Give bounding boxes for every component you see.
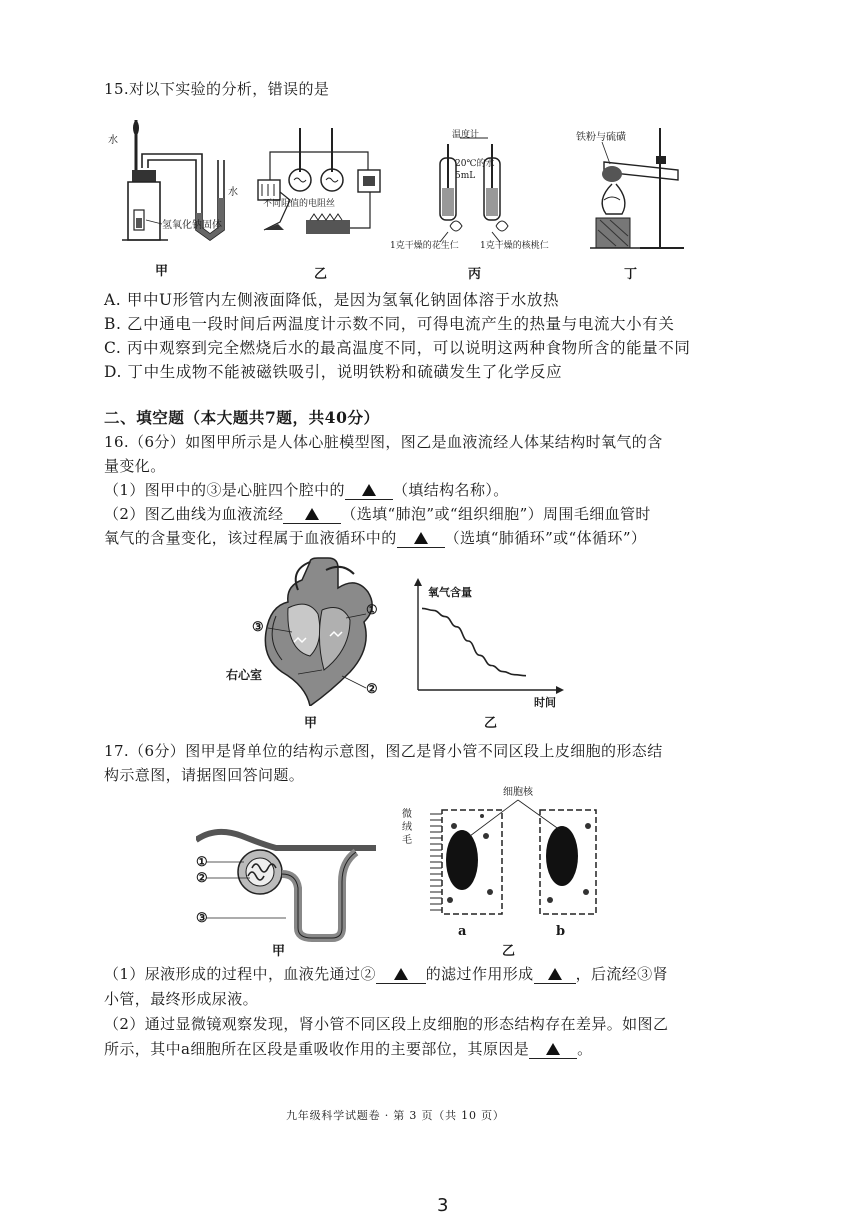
fig-bing-left-label: 1克干燥的花生仁 — [390, 241, 459, 251]
fig-bing-right-label: 1克干燥的核桃仁 — [480, 241, 549, 251]
q17-part2-text-a: 所示，其中a细胞所在区段是重吸收作用的主要部位，其原因是 — [104, 1040, 530, 1058]
nephron-label-2: ② — [196, 871, 208, 886]
heart-caption: 甲 — [304, 716, 318, 731]
heart-label-2: ② — [366, 682, 378, 697]
q16-part2-line2-text-a: 氧气的含量变化，该过程属于血液循环中的 — [104, 529, 397, 547]
q17-part1-text-c: ，后流经③肾 — [575, 965, 668, 983]
q17-part1-text-a: （1）尿液形成的过程中，血液先通过② — [104, 965, 376, 983]
chart-y-axis-arrow — [414, 578, 422, 586]
q17-part1 — [104, 963, 668, 984]
q16-part2-line2-text-b: （选填“肺循环”或“体循环”） — [444, 529, 647, 547]
fig-jia-solid-label: 氢氧化钠固体 — [162, 220, 222, 231]
cells-caption: 乙 — [502, 944, 516, 959]
q16-part1-text-b: （填结构名称）。 — [392, 481, 509, 499]
q16-part1-blank[interactable] — [345, 481, 393, 500]
nephron-label-1: ① — [196, 855, 208, 870]
page-number: 3 — [437, 1195, 449, 1216]
q17-part2-line1: （2）通过显微镜观察发现，肾小管不同区段上皮细胞的形态结构存在差异。如图乙 — [104, 1015, 669, 1033]
chart-x-label: 时间 — [534, 696, 556, 709]
q15-option-c: C. 丙中观察到完全燃烧后水的最高温度不同，可以说明这两种食物所含的能量不同 — [104, 339, 691, 357]
q16-part2-line2 — [104, 527, 646, 548]
q16-part2-blank1[interactable] — [283, 505, 341, 524]
section2-title: 二、填空题（本大题共7题，共40分） — [104, 408, 380, 427]
fig-jia-water-left: 水 — [108, 135, 118, 146]
chart-caption: 乙 — [484, 716, 498, 731]
fig-bing-food-burning — [400, 130, 540, 250]
answer-triangle-icon — [546, 1043, 560, 1055]
cell-microvilli-label: 微绒毛 — [402, 809, 412, 846]
answer-triangle-icon — [414, 532, 428, 544]
q17-stem-line1: 17.（6分）图甲是肾单位的结构示意图，图乙是肾小管不同区段上皮细胞的形态结 — [104, 742, 663, 760]
q17-stem-line2: 构示意图，请据图回答问题。 — [104, 766, 305, 784]
fig-bing-water-label: 20℃的水5mL — [455, 159, 495, 181]
fig-yi-caption: 乙 — [314, 267, 328, 282]
q17-part1-line2: 小管，最终形成尿液。 — [104, 990, 259, 1008]
chart-points-group — [422, 608, 526, 675]
fig-jia-water-right: 水 — [228, 187, 238, 198]
q16-part2-blank2[interactable] — [397, 529, 445, 548]
fig-jia-caption: 甲 — [155, 264, 169, 279]
q16-part1-text-a: （1）图甲中的③是心脏四个腔中的 — [104, 481, 345, 499]
q17-part2-blank[interactable] — [529, 1040, 577, 1059]
fig-jia-naoh-apparatus — [110, 118, 240, 258]
tubule-cells-diagram — [420, 796, 610, 926]
fig-bing-thermometer-label: 温度计 — [452, 130, 480, 140]
q15-option-a: A. 甲中U形管内左侧液面降低，是因为氢氧化钠固体溶于水放热 — [104, 291, 560, 309]
q16-stem-line2: 量变化。 — [104, 457, 166, 475]
answer-triangle-icon — [362, 484, 376, 496]
q17-part1-blank1[interactable] — [376, 965, 426, 984]
answer-triangle-icon — [394, 968, 408, 980]
fig-yi-resistor-label: 不同阻值的电阻丝 — [263, 199, 336, 209]
q15-option-d: D. 丁中生成物不能被磁铁吸引，说明铁粉和硫磺发生了化学反应 — [104, 363, 563, 381]
q15-stem: 15.对以下实验的分析，错误的是 — [104, 80, 330, 98]
q16-stem-line1: 16.（6分）如图甲所示是人体心脏模型图，图乙是血液流经人体某结构时氧气的含 — [104, 433, 663, 451]
answer-triangle-icon — [305, 508, 319, 520]
chart-x-axis-arrow — [556, 686, 564, 694]
cell-a-label: a — [458, 924, 467, 939]
fig-yi-circuit — [250, 122, 390, 252]
q15-option-b: B. 乙中通电一段时间后两温度计示数不同，可得电流产生的热量与电流大小有关 — [104, 315, 675, 333]
q16-part2 — [104, 503, 651, 524]
q17-part1-text-b: 的滤过作用形成 — [425, 965, 534, 983]
cell-b-label: b — [556, 924, 566, 939]
chart-y-label: 氧气含量 — [428, 586, 472, 599]
q16-part2-text-a: （2）图乙曲线为血液流经 — [104, 505, 284, 523]
page-footer: 九年级科学试题卷 · 第 3 页（共 10 页） — [286, 1109, 505, 1122]
fig-ding-caption: 丁 — [624, 267, 638, 282]
q16-part2-text-b: （选填“肺泡”或“组织细胞”）周围毛细血管时 — [341, 505, 651, 523]
answer-triangle-icon — [548, 968, 562, 980]
heart-leader-lines — [262, 610, 372, 690]
nephron-caption: 甲 — [272, 944, 286, 959]
q16-part1 — [104, 479, 509, 500]
q17-part2-text-b: 。 — [577, 1040, 593, 1058]
fig-bing-caption: 丙 — [468, 267, 482, 282]
heart-label-3: ③ — [252, 620, 264, 635]
nephron-diagram — [196, 822, 386, 942]
q17-part2-line2 — [104, 1038, 593, 1059]
chart-series-line — [422, 608, 526, 675]
heart-label-1: ① — [366, 603, 378, 618]
nephron-label-3: ③ — [196, 911, 208, 926]
heart-label-right-ventricle: 右心室 — [226, 668, 263, 682]
fig-ding-label: 铁粉与硫磺 — [576, 132, 626, 143]
cell-nucleus-label: 细胞核 — [503, 787, 533, 798]
q17-part1-blank2[interactable] — [534, 965, 576, 984]
